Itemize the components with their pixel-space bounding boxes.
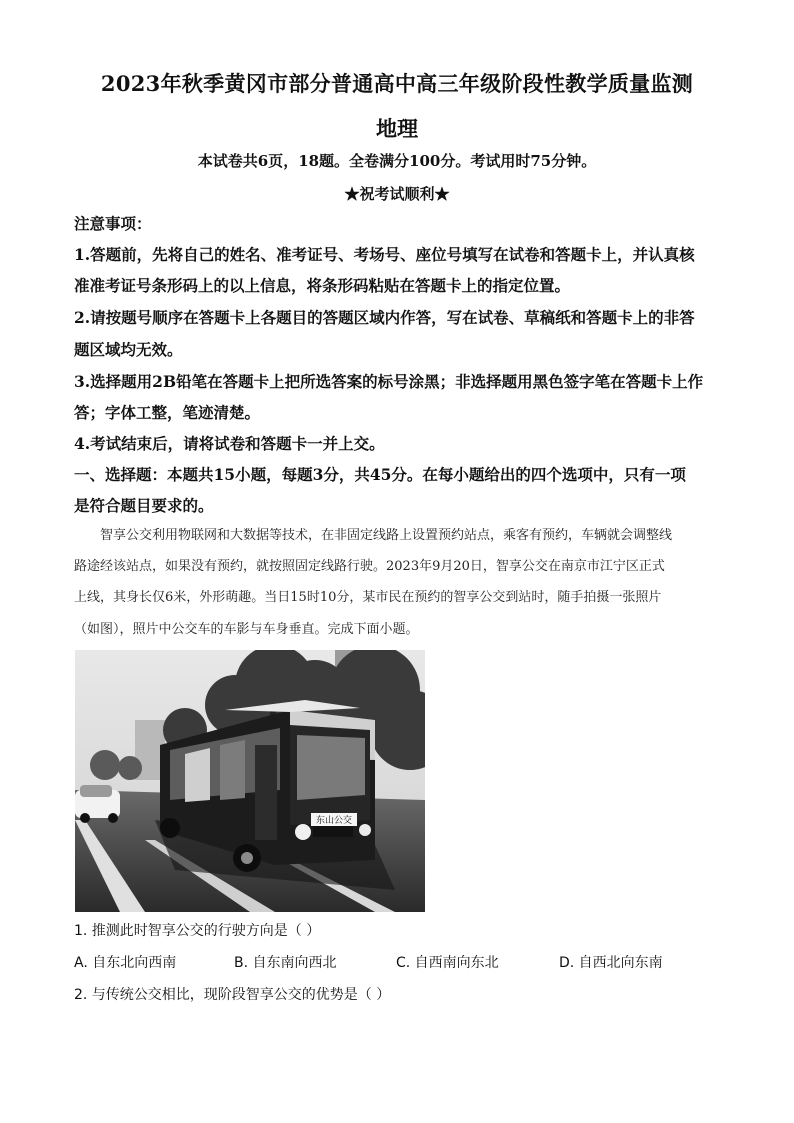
notes-line: 3.选择题用2B铅笔在答题卡上把所选答案的标号涂黑；非选择题用黑色签字笔在答题卡上作 — [74, 372, 704, 391]
notes-line: 答；字体工整，笔迹清楚。 — [74, 403, 261, 422]
q1-option-c: C. 自西南向东北 — [396, 955, 499, 971]
car — [75, 785, 120, 823]
question-2: 2. 与传统公交相比，现阶段智享公交的优势是（ ） — [74, 987, 391, 1003]
section-heading: 一、选择题：本题共15小题，每题3分，共45分。在每小题给出的四个选项中，只有一项 — [74, 465, 686, 484]
bus-photo-svg — [75, 650, 425, 912]
bus-photo — [75, 650, 425, 912]
passage-line: （如图），照片中公交车的车影与车身垂直。完成下面小题。 — [74, 622, 419, 637]
notes-line: 题区域均无效。 — [74, 340, 183, 359]
passage-line: 智享公交利用物联网和大数据等技术，在非固定线路上设置预约站点，乘客有预约，车辆就会调整线 — [100, 528, 673, 543]
good-luck-line: ★祝考试顺利★ — [344, 185, 450, 203]
subject-title: 地理 — [376, 116, 418, 141]
passage-line: 路途经该站点，如果没有预约，就按照固定线路行驶。2023年9月20日，智享公交在南京市江宁区正式 — [74, 559, 665, 574]
notes-line: 4.考试结束后，请将试卷和答题卡一并上交。 — [74, 434, 385, 453]
notes-line: 2.请按题号顺序在答题卡上各题目的答题区域内作答，写在试卷、草稿纸和答题卡上的非答 — [74, 308, 695, 327]
bus-sign: 东山公交 — [315, 816, 353, 826]
question-1: 1. 推测此时智享公交的行驶方向是（ ） — [74, 923, 321, 939]
exam-info: 本试卷共6页，18题。全卷满分100分。考试用时75分钟。 — [197, 152, 597, 170]
q1-option-b: B. 自东南向西北 — [234, 955, 337, 971]
notes-line: 1.答题前，先将自己的姓名、准考证号、考场号、座位号填写在试卷和答题卡上，并认真核 — [74, 245, 695, 264]
q1-option-d: D. 自西北向东南 — [559, 955, 663, 971]
notes-heading: 注意事项： — [74, 214, 152, 233]
passage-line: 上线，其身长仅6米，外形萌趣。当日15时10分，某市民在预约的智享公交到站时，随手拍摄一张照片 — [74, 590, 662, 605]
q1-option-a: A. 自东北向西南 — [74, 955, 177, 971]
notes-line: 准准考证号条形码上的以上信息，将条形码粘贴在答题卡上的指定位置。 — [74, 276, 571, 295]
exam-title: 2023年秋季黄冈市部分普通高中高三年级阶段性教学质量监测 — [100, 71, 694, 96]
section-heading: 是符合题目要求的。 — [74, 496, 214, 515]
